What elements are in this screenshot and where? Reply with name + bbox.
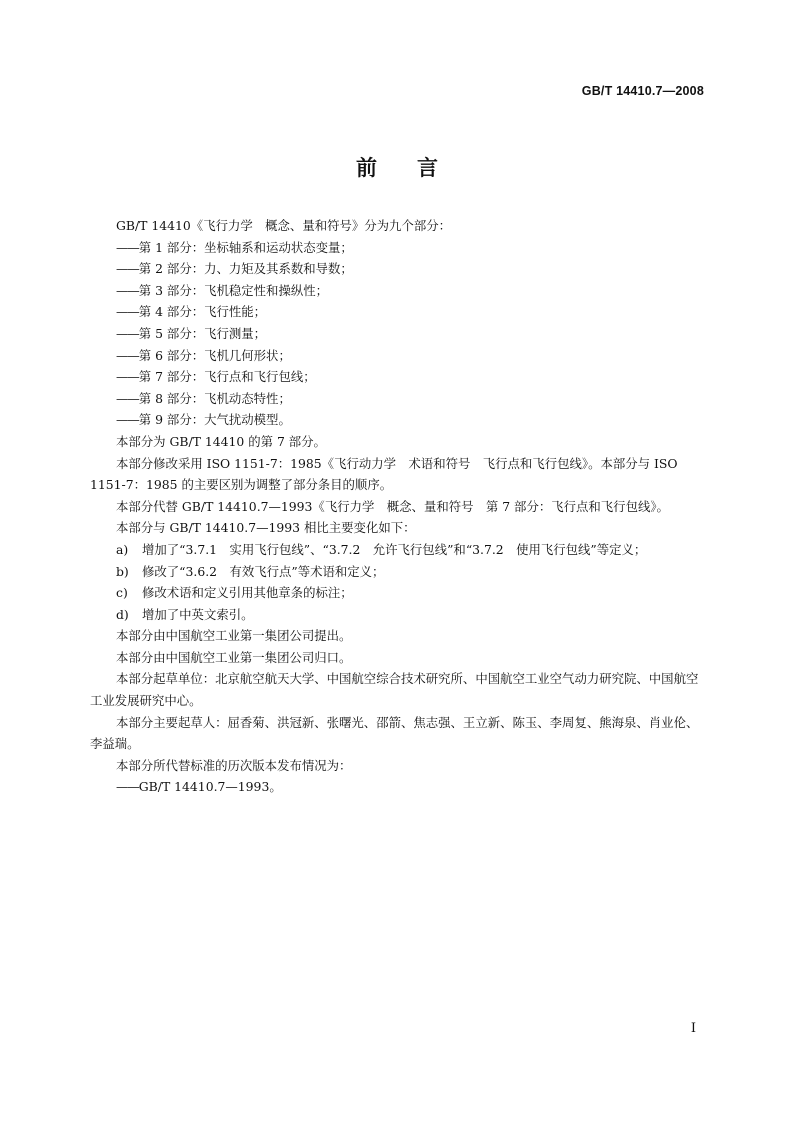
- dash-marker: ——: [116, 390, 139, 406]
- page-title: 前言: [356, 155, 478, 180]
- centralized-by-paragraph: 本部分由中国航空工业第一集团公司归口。: [116, 649, 352, 665]
- change-text: 修改术语和定义引用其他章条的标注；: [142, 585, 353, 601]
- list-item: [90, 237, 706, 259]
- drafting-units-paragraph: 本部分起草单位：北京航空航天大学、中国航空综合技术研究所、中国航空工业空气动力研究院、中国航空工业发展研究中心。: [90, 671, 699, 709]
- part-text: 第 7 部分：飞行点和飞行包线；: [138, 369, 316, 385]
- part-text: 第 6 部分：飞机几何形状；: [138, 347, 291, 363]
- list-item: [90, 409, 706, 431]
- list-item: [90, 301, 706, 323]
- part-text: 第 4 部分：飞行性能；: [138, 304, 267, 320]
- list-item: [90, 345, 706, 367]
- list-item: [90, 604, 706, 626]
- drafters-paragraph: 本部分主要起草人：屈香菊、洪冠新、张曙光、邵箭、焦志强、王立新、陈玉、李周复、熊海泉、肖业伦、李益瑞。: [90, 714, 699, 752]
- foreword-body: [90, 215, 706, 798]
- adoption-paragraph: 本部分修改采用 ISO 1151-7：1985《飞行动力学 术语和符号 飞行点和飞行包线》。本部分与 ISO 1151-7：1985 的主要区别为调整了部分条目的顺序。: [90, 455, 678, 493]
- dash-marker: ——: [116, 412, 139, 428]
- replacement-paragraph: 本部分代替 GB/T 14410.7—1993《飞行力学 概念、量和符号 第 7 部分：飞行点和飞行包线》。: [116, 498, 669, 514]
- history-intro-paragraph: 本部分所代替标准的历次版本发布情况为：: [116, 757, 352, 773]
- dash-marker: ——: [116, 282, 139, 298]
- item-marker: d): [116, 606, 129, 622]
- list-item: [90, 539, 706, 561]
- intro-paragraph: GB/T 14410《飞行力学 概念、量和符号》分为九个部分：: [116, 218, 452, 233]
- item-marker: b): [116, 563, 129, 579]
- change-text: 增加了中英文索引。: [142, 606, 254, 622]
- part-text: 第 9 部分：大气扰动模型。: [138, 412, 291, 428]
- dash-marker: ——: [116, 369, 139, 385]
- item-marker: a): [116, 541, 129, 557]
- dash-marker: ——: [116, 325, 139, 341]
- item-marker: c): [116, 585, 128, 601]
- list-item: [90, 561, 706, 583]
- change-text: 修改了“3.6.2 有效飞行点”等术语和定义；: [142, 563, 385, 579]
- list-item: [90, 776, 706, 798]
- list-item: [90, 280, 706, 302]
- list-item: [90, 582, 706, 604]
- list-item: [90, 366, 706, 388]
- list-item: [90, 388, 706, 410]
- dash-marker: ——: [116, 261, 139, 277]
- part-of-paragraph: 本部分为 GB/T 14410 的第 7 部分。: [116, 433, 326, 449]
- list-item: [90, 258, 706, 280]
- standard-number: GB/T 14410.7—2008: [581, 84, 704, 98]
- history-text: GB/T 14410.7—1993。: [138, 779, 282, 795]
- part-text: 第 5 部分：飞行测量；: [138, 325, 267, 341]
- dash-marker: ——: [116, 779, 139, 795]
- proposed-by-paragraph: 本部分由中国航空工业第一集团公司提出。: [116, 628, 352, 644]
- page-number: I: [690, 1021, 696, 1036]
- dash-marker: ——: [116, 239, 139, 255]
- dash-marker: ——: [116, 347, 139, 363]
- changes-intro-paragraph: 本部分与 GB/T 14410.7—1993 相比主要变化如下：: [116, 520, 416, 536]
- part-text: 第 1 部分：坐标轴系和运动状态变量；: [138, 239, 353, 255]
- list-item: [90, 323, 706, 345]
- dash-marker: ——: [116, 304, 139, 320]
- part-text: 第 8 部分：飞机动态特性；: [138, 390, 291, 406]
- part-text: 第 2 部分：力、力矩及其系数和导数；: [138, 261, 353, 277]
- change-text: 增加了“3.7.1 实用飞行包线”、“3.7.2 允许飞行包线”和“3.7.2 使用飞行包线”等定义；: [142, 541, 647, 557]
- part-text: 第 3 部分：飞机稳定性和操纵性；: [138, 282, 329, 298]
